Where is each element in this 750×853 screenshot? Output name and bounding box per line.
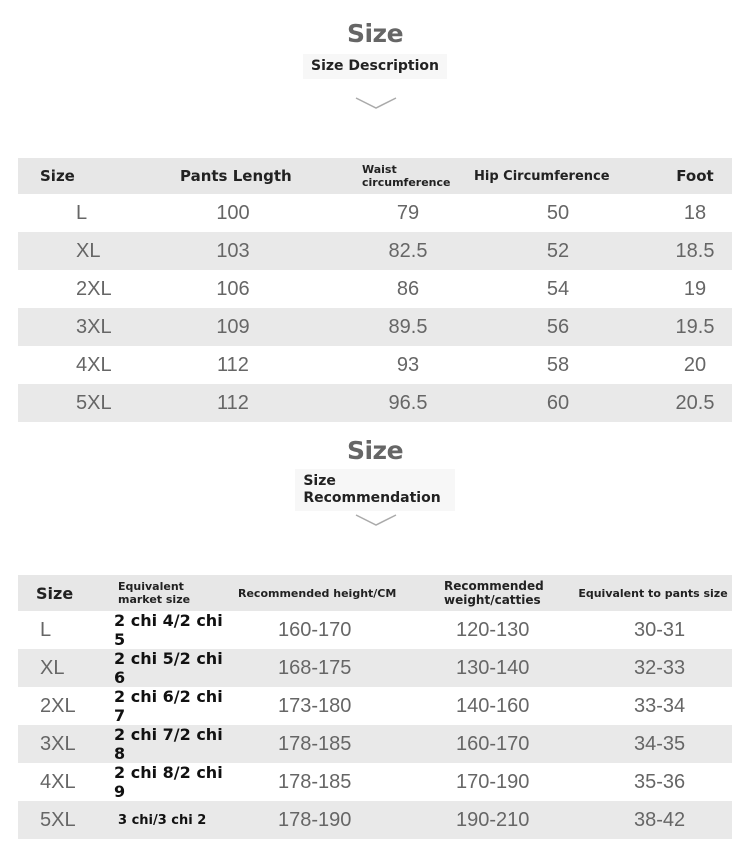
table-cell: 34-35 — [574, 725, 732, 763]
table-cell: 60 — [458, 384, 658, 422]
table-cell: 2 chi 6/2 chi 7 — [100, 687, 234, 725]
table-cell: 120-130 — [434, 611, 574, 649]
table-cell: 20 — [658, 346, 732, 384]
table-cell: 112 — [108, 346, 358, 384]
table-cell: 2XL — [18, 270, 108, 308]
table-row — [18, 194, 732, 232]
table-cell: 112 — [108, 384, 358, 422]
table-cell: 106 — [108, 270, 358, 308]
table-cell: 5XL — [18, 384, 108, 422]
table-cell: 4XL — [18, 346, 108, 384]
table-cell: 33-34 — [574, 687, 732, 725]
table-row — [18, 346, 732, 384]
header-size: Size — [18, 158, 108, 194]
table-cell: 109 — [108, 308, 358, 346]
table-cell: XL — [18, 649, 100, 687]
table-row — [18, 687, 732, 725]
table-cell: 19.5 — [658, 308, 732, 346]
table-cell: 178-185 — [234, 725, 434, 763]
table-row — [18, 384, 732, 422]
table-cell: 2 chi 4/2 chi 5 — [100, 611, 234, 649]
header-pants-length: Pants Length — [108, 158, 358, 194]
table-cell: 18.5 — [658, 232, 732, 270]
table-cell: 170-190 — [434, 763, 574, 801]
table-cell: 130-140 — [434, 649, 574, 687]
section-title: Size — [346, 436, 404, 465]
table-cell: 103 — [108, 232, 358, 270]
table-row — [18, 611, 732, 649]
table-cell: 20.5 — [658, 384, 732, 422]
table-cell: 178-190 — [234, 801, 434, 839]
table-cell: 79 — [358, 194, 458, 232]
table-header-row — [18, 158, 732, 194]
table-cell: 52 — [458, 232, 658, 270]
table-cell: 18 — [658, 194, 732, 232]
table-cell: 168-175 — [234, 649, 434, 687]
table-cell: 19 — [658, 270, 732, 308]
table-cell: 93 — [358, 346, 458, 384]
table-cell: 2 chi 7/2 chi 8 — [100, 725, 234, 763]
table-cell: L — [18, 194, 108, 232]
table-row — [18, 649, 732, 687]
table-cell: 178-185 — [234, 763, 434, 801]
section-title: Size — [346, 19, 404, 48]
table-cell: 3XL — [18, 308, 108, 346]
table-cell: 5XL — [18, 801, 100, 839]
table-cell: 89.5 — [358, 308, 458, 346]
table-cell: 173-180 — [234, 687, 434, 725]
table-cell: 30-31 — [574, 611, 732, 649]
size-recommendation-table — [18, 575, 732, 839]
table-cell: 160-170 — [234, 611, 434, 649]
table-cell: 160-170 — [434, 725, 574, 763]
header-market-size: Equivalent market size — [100, 575, 234, 611]
section-subtitle: Size Recommendation — [295, 469, 454, 511]
table-cell: 4XL — [18, 763, 100, 801]
header-pants-size: Equivalent to pants size — [574, 575, 732, 611]
table-row — [18, 801, 732, 839]
table-row — [18, 270, 732, 308]
header-size: Size — [18, 575, 100, 611]
chevron-down-icon — [354, 513, 398, 527]
chevron-down-icon — [354, 96, 398, 110]
table-cell: 58 — [458, 346, 658, 384]
table-row — [18, 308, 732, 346]
table-cell: 140-160 — [434, 687, 574, 725]
table-cell: 2XL — [18, 687, 100, 725]
size-description-heading — [0, 20, 750, 79]
table-cell: 2 chi 8/2 chi 9 — [100, 763, 234, 801]
table-cell: 56 — [458, 308, 658, 346]
size-description-table — [18, 158, 732, 422]
table-cell: 38-42 — [574, 801, 732, 839]
header-height: Recommended height/CM — [234, 575, 434, 611]
table-row — [18, 763, 732, 801]
header-hip: Hip Circumference — [458, 158, 658, 194]
table-cell: 54 — [458, 270, 658, 308]
header-foot: Foot — [658, 158, 732, 194]
table-cell: 32-33 — [574, 649, 732, 687]
table-row — [18, 232, 732, 270]
table-cell: 86 — [358, 270, 458, 308]
table-cell: XL — [18, 232, 108, 270]
table-cell: 3 chi/3 chi 2 — [100, 801, 234, 839]
table-header-row — [18, 575, 732, 611]
table-cell: 82.5 — [358, 232, 458, 270]
section-subtitle: Size Description — [303, 54, 447, 79]
table-cell: 35-36 — [574, 763, 732, 801]
table-cell: 2 chi 5/2 chi 6 — [100, 649, 234, 687]
table-cell: 100 — [108, 194, 358, 232]
table-cell: 96.5 — [358, 384, 458, 422]
table-cell: L — [18, 611, 100, 649]
table-cell: 50 — [458, 194, 658, 232]
table-cell: 3XL — [18, 725, 100, 763]
header-waist: Waist circumference — [358, 158, 458, 194]
table-row — [18, 725, 732, 763]
table-cell: 190-210 — [434, 801, 574, 839]
size-recommendation-heading — [0, 437, 750, 511]
header-weight: Recommended weight/catties — [434, 575, 574, 611]
